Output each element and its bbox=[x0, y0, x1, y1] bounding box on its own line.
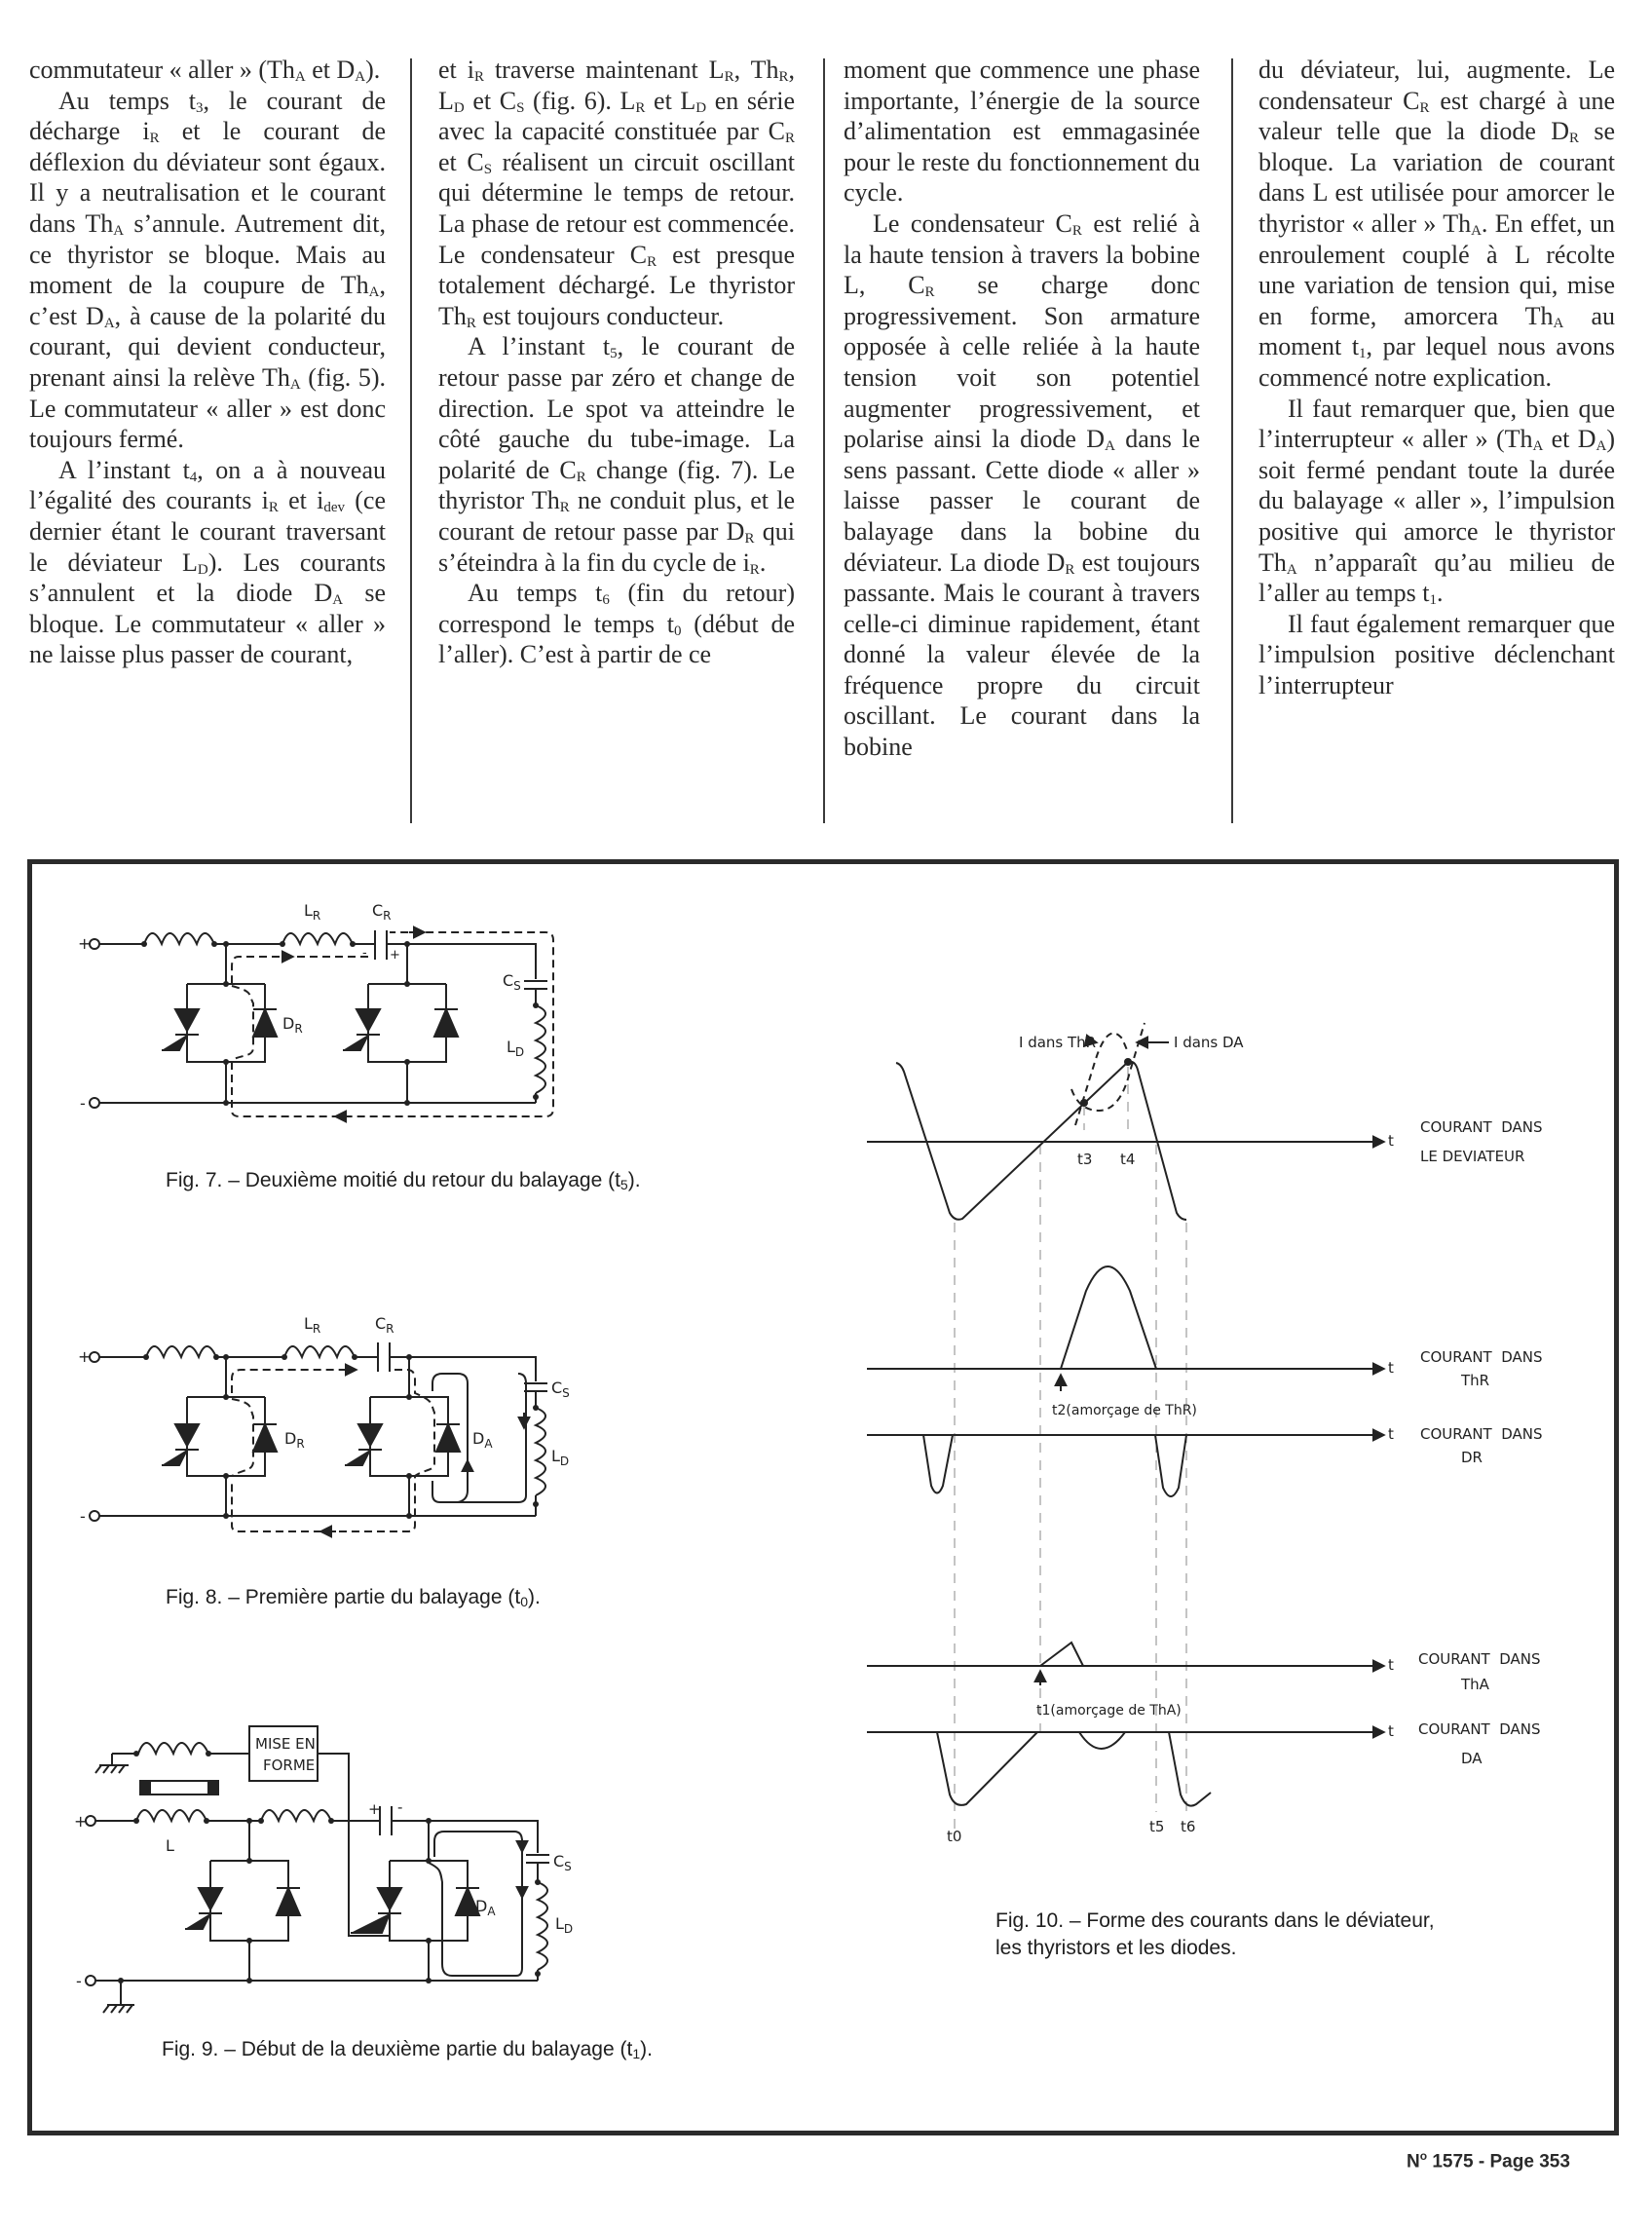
paragraph: moment que commence une phase importante, l’énergie de la source d’alimentation est emmagasinée pour le reste du fonctionnement du cycle. bbox=[844, 56, 1200, 208]
plus-terminal bbox=[90, 939, 99, 949]
label-ld: $L_D$ bbox=[551, 1447, 570, 1468]
label-lr: $L_R$ bbox=[304, 1314, 321, 1336]
paragraph: et $i_R$ traverse maintenant $L_R$, $Th_R$, $L_D$ et $C_S$ (fig. 6). $L_R$ et $L_D$ en série avec la capacité constituée par $C_R$ et $C_S$ réalisent un circuit oscillant qui détermine le temps de retour. La phase de retour est commencée. Le condensateur $C_R$ est presque totalement déchargé. Le thyristor $Th_R$ est toujours conducteur. bbox=[438, 56, 796, 331]
label-t0: t0 bbox=[947, 1828, 962, 1845]
minus-terminal-label: - bbox=[80, 1094, 86, 1113]
label-cs: $C_S$ bbox=[553, 1852, 572, 1873]
trace-thr bbox=[1061, 1266, 1156, 1369]
thyristor-tha-icon bbox=[345, 1424, 382, 1465]
axis-t-label: t bbox=[1388, 1722, 1394, 1740]
trace-label-tha-2: ThA bbox=[1461, 1676, 1489, 1693]
minus-terminal-label: - bbox=[80, 1507, 86, 1526]
label-dr: $D_R$ bbox=[282, 1014, 303, 1036]
minus-terminal bbox=[90, 1511, 99, 1521]
issue-prefix: N bbox=[1407, 2151, 1420, 2172]
inductor-l-icon bbox=[146, 1346, 216, 1357]
trace-label-deviateur-1: COURANT DANS bbox=[1420, 1118, 1543, 1136]
trace-tha bbox=[1040, 1643, 1083, 1666]
page-footer bbox=[1407, 2149, 1570, 2172]
trace-deviateur bbox=[896, 1062, 1186, 1220]
axis-t-label: t bbox=[1388, 1132, 1394, 1150]
label-cs: $C_S$ bbox=[551, 1379, 570, 1400]
trace-label-da-2: DA bbox=[1461, 1750, 1483, 1767]
fig10-waveforms bbox=[867, 1023, 1543, 1845]
thyristor-thr-icon bbox=[162, 1424, 199, 1465]
fig10-caption-line1: Fig. 10. – Forme des courants dans le déviateur, bbox=[995, 1909, 1435, 1932]
capacitor-cs-icon bbox=[526, 1855, 549, 1863]
axis-t-label: t bbox=[1388, 1359, 1394, 1377]
trace-label-thr-2: ThR bbox=[1461, 1372, 1490, 1389]
label-cr: $C_R$ bbox=[372, 901, 392, 923]
label-cap-minus: - bbox=[397, 1798, 403, 1816]
label-cs: $C_S$ bbox=[503, 971, 521, 993]
thyristor-tha-icon bbox=[343, 1009, 380, 1050]
inductor-lr-icon bbox=[261, 1810, 331, 1821]
inductor-lr-icon bbox=[282, 933, 353, 944]
minus-terminal-label: - bbox=[76, 1972, 82, 1990]
inductor-ld-icon bbox=[536, 1408, 545, 1495]
label-i-dans-thr: I dans ThR bbox=[1019, 1034, 1097, 1051]
trace-label-dr-1: COURANT DANS bbox=[1420, 1425, 1543, 1443]
paragraph: du déviateur, lui, augmente. Le condensateur $C_R$ est chargé à une valeur telle que la diode $D_R$ se bloque. La variation de courant dans L est utilisée pour amorcer le thyristor « aller » $Th_A$. En effet, un enroulement couplé à L récolte une variation de tension qui, mise en forme, amorcera $Th_A$ au moment $t_1$, par lequel nous avons commencé notre explication. bbox=[1258, 56, 1615, 392]
diode-dr-icon bbox=[253, 1009, 277, 1037]
thyristor-tha-icon bbox=[351, 1888, 401, 1933]
paragraph: commutateur « aller » ($Th_A$ et $D_A$). bbox=[29, 56, 381, 85]
label-t6: t6 bbox=[1181, 1818, 1196, 1835]
fig10-caption-line2: les thyristors et les diodes. bbox=[995, 1937, 1237, 1959]
paragraph: Il faut également remarquer que l’impulsion positive déclenchant l’interrupteur bbox=[1258, 609, 1615, 699]
label-t1-note: t1(amorçage de ThA) bbox=[1036, 1703, 1182, 1719]
label-t3: t3 bbox=[1077, 1151, 1093, 1168]
label-lr: $L_R$ bbox=[304, 901, 321, 923]
ground-icon bbox=[95, 1754, 136, 1773]
trace-dr bbox=[923, 1435, 1186, 1496]
fig8-caption: Fig. 8. – Première partie du balayage $(t_0)$. bbox=[166, 1586, 541, 1609]
inductor-coupled-icon bbox=[138, 1743, 208, 1754]
paragraph: A l’instant $t_5$, le courant de retour passe par zéro et change de direction. Le spot va atteindre le côté gauche du tube-image. La polarité de $C_R$ change (fig. 7). Le thyristor $Th_R$ ne conduit plus, et le courant de retour passe par $D_R$ qui s’éteindra à la fin du cycle de $i_R$. bbox=[438, 332, 796, 578]
fig9-circuit bbox=[74, 1726, 573, 2013]
paragraph: Le condensateur $C_R$ est relié à la haute tension à travers la bobine L, $C_R$ se charge donc progressivement. Son armature opposée à celle reliée à la haute tension voit son potentiel augmenter progressivement, et polarise ainsi la diode $D_A$ dans le sens passant. Cette diode « aller » laisse passer le courant de balayage dans la bobine du déviateur. La diode $D_R$ est toujours passante. Mais le courant à travers celle-ci diminue rapidement, étant donné la valeur élevée de la fréquence propre du circuit oscillant. Le courant dans la bobine bbox=[844, 208, 1200, 762]
issue-page-text: 1575 - Page 353 bbox=[1427, 2151, 1570, 2172]
axis-t-label: t bbox=[1388, 1656, 1394, 1674]
label-i-dans-da: I dans DA bbox=[1174, 1034, 1244, 1051]
thyristor-thr-icon bbox=[162, 1009, 199, 1050]
label-da: $D_A$ bbox=[475, 1897, 496, 1918]
marker-t4 bbox=[1124, 1058, 1132, 1066]
paragraph: A l’instant $t_4$, on a à nouveau l’égalité des courants $i_R$ et $i_{dev}$ (ce dernier étant le courant traversant le déviateur $L_D$). Les courants s’annulent et la diode $D_A$ se bloque. Le commutateur « aller » ne laisse plus passer de courant, bbox=[29, 455, 386, 669]
plus-terminal bbox=[86, 1816, 95, 1826]
minus-terminal bbox=[86, 1976, 95, 1985]
trace-label-deviateur-2: LE DEVIATEUR bbox=[1420, 1148, 1525, 1165]
trace-label-thr-1: COURANT DANS bbox=[1420, 1348, 1543, 1366]
label-l: L bbox=[166, 1836, 174, 1855]
capacitor-cs-icon bbox=[524, 1383, 547, 1391]
capacitor-cr-icon bbox=[380, 1806, 392, 1835]
ferrite-core-icon bbox=[140, 1781, 218, 1795]
plus-terminal-label: + bbox=[78, 1347, 92, 1366]
inductor-ld-icon bbox=[536, 1005, 545, 1093]
paragraph: Au temps $t_3$, le courant de décharge $i_R$ et le courant de déflexion du déviateur sont égaux. Il y a neutralisation et le courant dans $Th_A$ s’annule. Autrement dit, ce thyristor se bloque. Mais au moment de la coupure de $Th_A$, c’est $D_A$, à cause de la polarité du courant, qui devient conducteur, prenant ainsi la relève $Th_A$ (fig. 5). Le commutateur « aller » est donc toujours fermé. bbox=[29, 86, 387, 454]
inductor-l-icon bbox=[144, 933, 214, 944]
diode-da-icon bbox=[436, 1424, 460, 1452]
label-t5: t5 bbox=[1149, 1818, 1165, 1835]
fig10-caption bbox=[995, 1908, 1580, 1962]
capacitor-cr-icon bbox=[375, 930, 387, 960]
ground-icon bbox=[103, 1981, 134, 2013]
label-t4: t4 bbox=[1120, 1151, 1136, 1168]
fig8-circuit bbox=[78, 1314, 570, 1531]
inductor-l-icon bbox=[136, 1810, 206, 1821]
plus-terminal bbox=[90, 1352, 99, 1362]
fig7-circuit bbox=[78, 901, 553, 1116]
diode-icon bbox=[277, 1888, 300, 1915]
plus-terminal-label: + bbox=[74, 1812, 88, 1831]
label-cap-plus: + bbox=[390, 948, 400, 963]
label-cap-minus: - bbox=[362, 946, 367, 961]
thyristor-icon bbox=[185, 1888, 222, 1929]
label-dr: $D_R$ bbox=[284, 1429, 305, 1451]
capacitor-cs-icon bbox=[524, 981, 547, 989]
trace-da bbox=[937, 1732, 1211, 1806]
capacitor-cr-icon bbox=[378, 1342, 390, 1372]
mise-en-forme-line1: MISE EN bbox=[255, 1735, 316, 1753]
inductor-ld-icon bbox=[538, 1882, 547, 1970]
diode-dr-icon bbox=[253, 1424, 277, 1452]
axis-t-label: t bbox=[1388, 1425, 1394, 1443]
label-t2-note: t2(amorçage de ThR) bbox=[1052, 1403, 1197, 1418]
minus-terminal bbox=[90, 1098, 99, 1108]
trace-label-da-1: COURANT DANS bbox=[1418, 1720, 1541, 1738]
label-ld: $L_D$ bbox=[507, 1038, 525, 1059]
fig7-caption: Fig. 7. – Deuxième moitié du retour du balayage $(t_5)$. bbox=[166, 1169, 641, 1192]
trace-label-dr-2: DR bbox=[1461, 1449, 1483, 1466]
diode-da-icon bbox=[434, 1009, 458, 1037]
inductor-lr-icon bbox=[284, 1346, 355, 1357]
paragraph: Au temps $t_6$ (fin du retour) correspond le temps $t_0$ (début de l’aller). C’est à partir de ce bbox=[438, 579, 796, 669]
issue-sup: o bbox=[1419, 2149, 1428, 2163]
marker-t3 bbox=[1080, 1099, 1088, 1107]
plus-terminal-label: + bbox=[78, 934, 92, 953]
label-ld: $L_D$ bbox=[555, 1914, 574, 1936]
mise-en-forme-line2: FORME bbox=[263, 1757, 316, 1774]
trace-label-tha-1: COURANT DANS bbox=[1418, 1650, 1541, 1668]
label-cr: $C_R$ bbox=[375, 1314, 394, 1336]
label-cap-plus: + bbox=[368, 1800, 381, 1818]
fig9-caption: Fig. 9. – Début de la deuxième partie du balayage $(t_1)$. bbox=[162, 2038, 653, 2061]
label-da: $D_A$ bbox=[472, 1429, 493, 1451]
paragraph: Il faut remarquer que, bien que l’interrupteur « aller » ($Th_A$ et $D_A$) soit fermé pendant toute la durée du balayage « aller », l’impulsion positive qui amorce le thyristor $Th_A$ n’apparaît qu’au milieu de l’aller au temps $t_1$. bbox=[1258, 394, 1615, 609]
